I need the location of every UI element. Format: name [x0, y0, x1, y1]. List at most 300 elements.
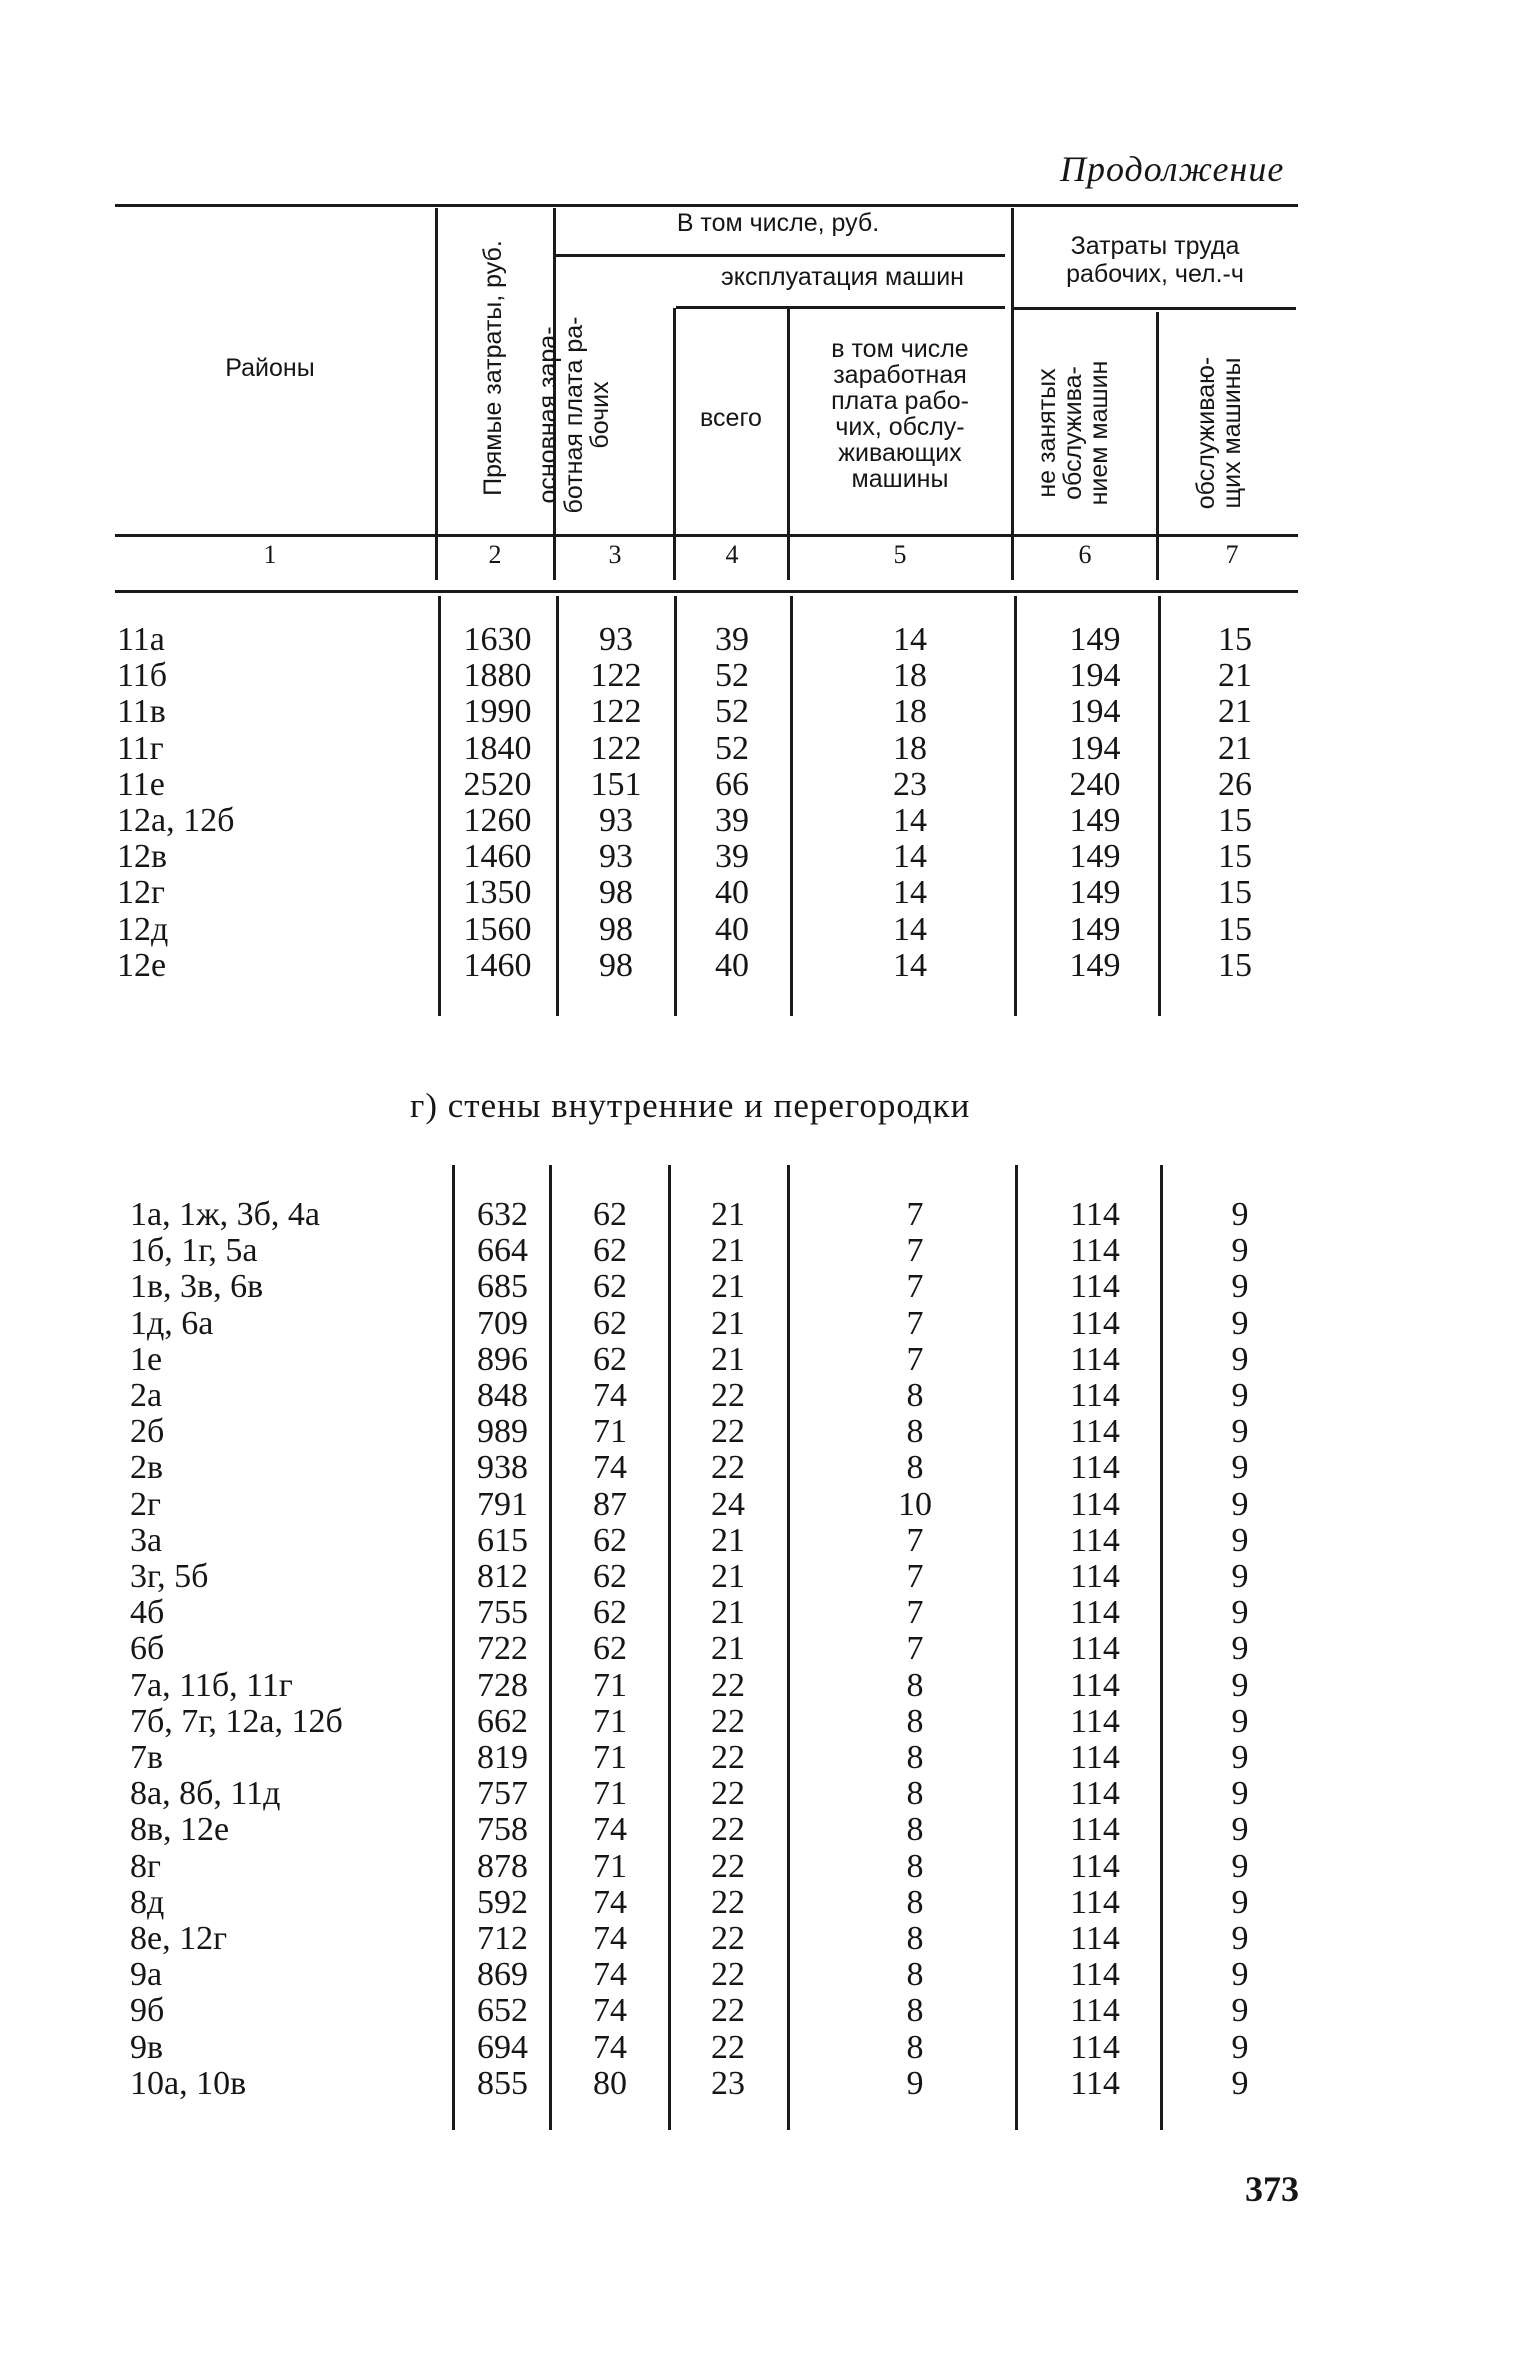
group-rub-rule — [553, 254, 1005, 257]
value-cell-col4: 39 — [715, 621, 749, 658]
value-cell-col2: 1840 — [463, 729, 532, 767]
value-cell-col7: 9 — [1231, 1956, 1249, 1994]
value-cell-col6: 114 — [1070, 1485, 1120, 1523]
value-cell-col2: 869 — [477, 1956, 528, 1994]
header-bottom-rule — [115, 534, 1298, 537]
value-cell-col2: 722 — [477, 1630, 528, 1668]
value-cell-col5: 8 — [906, 1811, 924, 1849]
value-cell-col2: 1460 — [463, 838, 532, 876]
table-row — [0, 948, 1517, 984]
district-cell: 12д — [117, 910, 169, 948]
value-cell-col7: 15 — [1218, 910, 1252, 948]
value-cell-col7: 9 — [1231, 1594, 1249, 1632]
value-cell-col7: 9 — [1231, 2028, 1249, 2066]
value-cell-col3: 71 — [593, 1666, 627, 1704]
value-cell-col7: 9 — [1231, 1992, 1249, 2030]
value-cell-col7: 9 — [1231, 1811, 1249, 1849]
value-cell-col3: 62 — [593, 1196, 627, 1233]
value-cell-col3: 80 — [593, 2064, 627, 2102]
district-cell: 12а, 12б — [117, 802, 235, 839]
value-cell-col2: 989 — [477, 1413, 528, 1451]
value-cell-col7: 9 — [1231, 1847, 1249, 1885]
value-cell-col4: 39 — [715, 802, 749, 839]
district-cell: 1а, 1ж, 3б, 4а — [130, 1196, 320, 1233]
value-cell-col5: 7 — [906, 1630, 924, 1668]
value-cell-col6: 114 — [1070, 1775, 1120, 1813]
value-cell-col7: 9 — [1231, 1558, 1249, 1595]
value-cell-col5: 18 — [893, 729, 927, 767]
value-cell-col3: 62 — [593, 1340, 627, 1378]
value-cell-col6: 240 — [1069, 765, 1121, 803]
value-cell-col2: 1350 — [463, 874, 532, 912]
header-group-machines: эксплуатация машин — [721, 263, 964, 291]
header-col5: в том числе заработная плата рабо- чих, обслу- живающих машины — [831, 335, 969, 493]
value-cell-col7: 9 — [1231, 1702, 1249, 1740]
value-cell-col3: 93 — [599, 838, 633, 876]
value-cell-col7: 9 — [1231, 1883, 1249, 1921]
value-cell-col6: 114 — [1070, 1268, 1120, 1306]
value-cell-col3: 74 — [593, 1811, 627, 1849]
header-col7: обслуживаю- щих машины — [1192, 356, 1246, 510]
value-cell-col6: 114 — [1070, 1232, 1120, 1270]
table-row — [0, 1378, 1517, 1414]
district-cell: 4б — [130, 1594, 165, 1632]
value-cell-col7: 15 — [1218, 838, 1252, 876]
table-row — [0, 694, 1517, 730]
district-cell: 12в — [117, 838, 168, 876]
page-number: 373 — [1245, 2169, 1299, 2209]
table-row — [0, 1631, 1517, 1667]
district-cell: 11в — [117, 693, 166, 731]
header-col6: не занятых обслужива- нием машин — [1033, 360, 1113, 506]
value-cell-col6: 114 — [1070, 1413, 1120, 1451]
colnum-3: 3 — [608, 540, 622, 569]
value-cell-col7: 9 — [1231, 1304, 1249, 1342]
table-row — [0, 1559, 1517, 1595]
value-cell-col4: 22 — [711, 1883, 745, 1921]
value-cell-col5: 8 — [906, 1992, 924, 2030]
header-col1: Районы — [225, 354, 315, 382]
district-cell: 12г — [117, 874, 165, 912]
table-row — [0, 1668, 1517, 1704]
district-cell: 8а, 8б, 11д — [130, 1775, 281, 1813]
value-cell-col4: 21 — [711, 1521, 745, 1559]
value-cell-col4: 21 — [711, 1558, 745, 1595]
table-row — [0, 1342, 1517, 1378]
value-cell-col4: 22 — [711, 1847, 745, 1885]
value-cell-col2: 758 — [477, 1811, 528, 1849]
value-cell-col4: 21 — [711, 1630, 745, 1668]
value-cell-col5: 18 — [893, 693, 927, 731]
group-machines-rule — [676, 306, 1005, 309]
value-cell-col6: 114 — [1070, 1521, 1120, 1559]
value-cell-col4: 52 — [715, 657, 749, 695]
value-cell-col6: 114 — [1070, 1920, 1120, 1957]
value-cell-col3: 122 — [590, 729, 642, 767]
value-cell-col7: 15 — [1218, 946, 1252, 984]
value-cell-col5: 8 — [906, 1847, 924, 1885]
value-cell-col2: 1630 — [463, 621, 532, 658]
header-col3: основная зара- ботная плата ра- бочих — [534, 316, 614, 514]
value-cell-col6: 114 — [1070, 1847, 1120, 1885]
value-cell-col3: 62 — [593, 1521, 627, 1559]
value-cell-col7: 9 — [1231, 1413, 1249, 1451]
value-cell-col4: 24 — [711, 1485, 745, 1523]
value-cell-col6: 194 — [1069, 693, 1121, 731]
value-cell-col3: 98 — [599, 910, 633, 948]
value-cell-col5: 7 — [906, 1196, 924, 1233]
district-cell: 12е — [117, 946, 167, 984]
value-cell-col6: 114 — [1070, 2028, 1120, 2066]
value-cell-col7: 15 — [1218, 874, 1252, 912]
value-cell-col6: 114 — [1070, 1811, 1120, 1849]
table-row — [0, 1450, 1517, 1486]
value-cell-col4: 22 — [711, 1377, 745, 1414]
district-cell: 6б — [130, 1630, 165, 1668]
district-cell: 9в — [130, 2028, 164, 2066]
district-cell: 7б, 7г, 12а, 12б — [130, 1702, 343, 1740]
value-cell-col6: 114 — [1070, 1702, 1120, 1740]
value-cell-col2: 812 — [477, 1558, 528, 1595]
value-cell-col5: 7 — [906, 1558, 924, 1595]
header-group-labor: Затраты труда рабочих, чел.-ч — [1066, 232, 1244, 288]
header-vline-1 — [435, 208, 438, 580]
value-cell-col2: 1560 — [463, 910, 532, 948]
header-col2: Прямые затраты, руб. — [479, 240, 507, 496]
value-cell-col5: 7 — [906, 1521, 924, 1559]
value-cell-col5: 8 — [906, 1883, 924, 1921]
value-cell-col3: 98 — [599, 946, 633, 984]
value-cell-col6: 149 — [1069, 874, 1121, 912]
header-col4: всего — [700, 404, 762, 432]
value-cell-col2: 1260 — [463, 802, 532, 839]
header-vline-6 — [1156, 312, 1159, 580]
value-cell-col2: 1880 — [463, 657, 532, 695]
value-cell-col7: 9 — [1231, 1521, 1249, 1559]
value-cell-col5: 7 — [906, 1340, 924, 1378]
value-cell-col5: 14 — [893, 910, 927, 948]
value-cell-col2: 712 — [477, 1920, 528, 1957]
district-cell: 10а, 10в — [130, 2064, 247, 2102]
value-cell-col4: 21 — [711, 1268, 745, 1306]
district-cell: 2а — [130, 1377, 163, 1414]
district-cell: 8е, 12г — [130, 1920, 228, 1957]
value-cell-col3: 74 — [593, 2028, 627, 2066]
district-cell: 8в, 12е — [130, 1811, 230, 1849]
value-cell-col7: 9 — [1231, 1485, 1249, 1523]
value-cell-col2: 896 — [477, 1340, 528, 1378]
value-cell-col2: 1990 — [463, 693, 532, 731]
value-cell-col6: 114 — [1070, 1449, 1120, 1487]
table-row — [0, 1523, 1517, 1559]
value-cell-col5: 14 — [893, 946, 927, 984]
value-cell-col5: 8 — [906, 1920, 924, 1957]
value-cell-col6: 114 — [1070, 1304, 1120, 1342]
value-cell-col5: 7 — [906, 1304, 924, 1342]
value-cell-col4: 21 — [711, 1196, 745, 1233]
table-row — [0, 1921, 1517, 1957]
colnum-5: 5 — [893, 540, 907, 569]
colnum-4: 4 — [725, 540, 739, 569]
value-cell-col3: 87 — [593, 1485, 627, 1523]
value-cell-col2: 685 — [477, 1268, 528, 1306]
value-cell-col4: 22 — [711, 1702, 745, 1740]
table-row — [0, 1849, 1517, 1885]
value-cell-col5: 7 — [906, 1232, 924, 1270]
value-cell-col2: 848 — [477, 1377, 528, 1414]
continuation-label: Продолжение — [1060, 149, 1285, 189]
value-cell-col3: 93 — [599, 802, 633, 839]
value-cell-col4: 21 — [711, 1232, 745, 1270]
district-cell: 11б — [117, 657, 168, 695]
value-cell-col6: 194 — [1069, 657, 1121, 695]
value-cell-col4: 21 — [711, 1594, 745, 1632]
value-cell-col7: 9 — [1231, 1377, 1249, 1414]
value-cell-col3: 71 — [593, 1413, 627, 1451]
value-cell-col6: 149 — [1069, 802, 1121, 839]
colnum-7: 7 — [1225, 540, 1239, 569]
value-cell-col6: 114 — [1070, 1558, 1120, 1595]
district-cell: 1б, 1г, 5а — [130, 1232, 258, 1270]
group-labor-rule — [1014, 307, 1296, 310]
value-cell-col5: 7 — [906, 1268, 924, 1306]
value-cell-col7: 9 — [1231, 1920, 1249, 1957]
value-cell-col2: 694 — [477, 2028, 528, 2066]
value-cell-col5: 8 — [906, 1739, 924, 1776]
value-cell-col2: 755 — [477, 1594, 528, 1632]
colnum-bottom-rule — [115, 590, 1298, 593]
value-cell-col2: 878 — [477, 1847, 528, 1885]
table-row — [0, 1740, 1517, 1776]
district-cell: 2в — [130, 1449, 164, 1487]
value-cell-col4: 22 — [711, 1956, 745, 1994]
value-cell-col6: 114 — [1070, 1992, 1120, 2030]
value-cell-col6: 114 — [1070, 1956, 1120, 1994]
district-cell: 1в, 3в, 6в — [130, 1268, 264, 1306]
value-cell-col4: 66 — [715, 765, 749, 803]
value-cell-col3: 62 — [593, 1304, 627, 1342]
value-cell-col5: 18 — [893, 657, 927, 695]
value-cell-col3: 122 — [590, 657, 642, 695]
value-cell-col4: 22 — [711, 1775, 745, 1813]
value-cell-col7: 9 — [1231, 1340, 1249, 1378]
value-cell-col4: 21 — [711, 1304, 745, 1342]
value-cell-col7: 9 — [1231, 1449, 1249, 1487]
value-cell-col4: 22 — [711, 1449, 745, 1487]
table-row — [0, 839, 1517, 875]
value-cell-col4: 40 — [715, 874, 749, 912]
table-row — [0, 1595, 1517, 1631]
value-cell-col6: 114 — [1070, 1196, 1120, 1233]
table-row — [0, 1957, 1517, 1993]
value-cell-col3: 74 — [593, 1920, 627, 1957]
value-cell-col4: 22 — [711, 2028, 745, 2066]
value-cell-col5: 14 — [893, 838, 927, 876]
value-cell-col2: 1460 — [463, 946, 532, 984]
value-cell-col2: 662 — [477, 1702, 528, 1740]
section-title: г) стены внутренние и перегородки — [410, 1086, 971, 1125]
value-cell-col4: 22 — [711, 1666, 745, 1704]
value-cell-col5: 7 — [906, 1594, 924, 1632]
district-cell: 1д, 6а — [130, 1304, 214, 1342]
value-cell-col4: 22 — [711, 1992, 745, 2030]
district-cell: 8д — [130, 1883, 165, 1921]
district-cell: 7а, 11б, 11г — [130, 1666, 293, 1704]
value-cell-col4: 22 — [711, 1920, 745, 1957]
district-cell: 1е — [130, 1340, 163, 1378]
value-cell-col2: 709 — [477, 1304, 528, 1342]
value-cell-col4: 39 — [715, 838, 749, 876]
value-cell-col3: 74 — [593, 1992, 627, 2030]
table-row — [0, 1414, 1517, 1450]
value-cell-col6: 114 — [1070, 2064, 1120, 2102]
value-cell-col3: 62 — [593, 1558, 627, 1595]
value-cell-col5: 14 — [893, 621, 927, 658]
value-cell-col2: 938 — [477, 1449, 528, 1487]
table-row — [0, 1993, 1517, 2029]
table-row — [0, 1487, 1517, 1523]
value-cell-col4: 22 — [711, 1739, 745, 1776]
table-row — [0, 1704, 1517, 1740]
value-cell-col3: 71 — [593, 1847, 627, 1885]
district-cell: 11а — [117, 621, 165, 658]
header-top-rule — [115, 204, 1298, 207]
value-cell-col3: 122 — [590, 693, 642, 731]
value-cell-col7: 9 — [1231, 1268, 1249, 1306]
value-cell-col5: 8 — [906, 1413, 924, 1451]
district-cell: 9а — [130, 1956, 163, 1994]
table-row — [0, 803, 1517, 839]
value-cell-col7: 9 — [1231, 1739, 1249, 1776]
value-cell-col2: 855 — [477, 2064, 528, 2102]
value-cell-col3: 62 — [593, 1594, 627, 1632]
value-cell-col3: 71 — [593, 1775, 627, 1813]
value-cell-col4: 52 — [715, 693, 749, 731]
value-cell-col5: 9 — [906, 2064, 924, 2102]
value-cell-col4: 21 — [711, 1340, 745, 1378]
value-cell-col7: 15 — [1218, 621, 1252, 658]
district-cell: 3а — [130, 1521, 163, 1559]
value-cell-col6: 149 — [1069, 910, 1121, 948]
value-cell-col3: 74 — [593, 1449, 627, 1487]
header-group-rub: В том числе, руб. — [676, 209, 880, 237]
table-row — [0, 1269, 1517, 1305]
value-cell-col6: 114 — [1070, 1594, 1120, 1632]
district-cell: 2б — [130, 1413, 165, 1451]
value-cell-col3: 151 — [590, 765, 642, 803]
district-cell: 3г, 5б — [130, 1558, 209, 1595]
value-cell-col3: 93 — [599, 621, 633, 658]
value-cell-col2: 615 — [477, 1521, 528, 1559]
value-cell-col5: 8 — [906, 1666, 924, 1704]
value-cell-col6: 194 — [1069, 729, 1121, 767]
district-cell: 11г — [117, 729, 164, 767]
value-cell-col7: 9 — [1231, 1196, 1249, 1233]
table-row — [0, 1197, 1517, 1233]
value-cell-col3: 74 — [593, 1377, 627, 1414]
table-row — [0, 622, 1517, 658]
district-cell: 11е — [117, 765, 165, 803]
value-cell-col4: 22 — [711, 1811, 745, 1849]
value-cell-col6: 149 — [1069, 621, 1121, 658]
value-cell-col6: 149 — [1069, 838, 1121, 876]
value-cell-col2: 791 — [477, 1485, 528, 1523]
value-cell-col3: 62 — [593, 1630, 627, 1668]
value-cell-col2: 819 — [477, 1739, 528, 1776]
value-cell-col5: 8 — [906, 1377, 924, 1414]
table-row — [0, 658, 1517, 694]
value-cell-col5: 8 — [906, 2028, 924, 2066]
table-row — [0, 875, 1517, 911]
value-cell-col7: 26 — [1218, 765, 1252, 803]
value-cell-col3: 74 — [593, 1883, 627, 1921]
value-cell-col2: 2520 — [463, 765, 532, 803]
value-cell-col4: 22 — [711, 1413, 745, 1451]
table-row — [0, 767, 1517, 803]
value-cell-col3: 74 — [593, 1956, 627, 1994]
district-cell: 2г — [130, 1485, 161, 1523]
value-cell-col4: 40 — [715, 910, 749, 948]
value-cell-col7: 9 — [1231, 1666, 1249, 1704]
value-cell-col5: 14 — [893, 874, 927, 912]
value-cell-col7: 9 — [1231, 2064, 1249, 2102]
value-cell-col4: 40 — [715, 946, 749, 984]
value-cell-col6: 114 — [1070, 1630, 1120, 1668]
value-cell-col5: 8 — [906, 1702, 924, 1740]
colnum-2: 2 — [488, 540, 502, 569]
district-cell: 8г — [130, 1847, 161, 1885]
value-cell-col7: 21 — [1218, 693, 1252, 731]
value-cell-col5: 10 — [898, 1485, 932, 1523]
value-cell-col2: 632 — [477, 1196, 528, 1233]
value-cell-col7: 21 — [1218, 657, 1252, 695]
value-cell-col5: 8 — [906, 1449, 924, 1487]
value-cell-col2: 652 — [477, 1992, 528, 2030]
value-cell-col5: 23 — [893, 765, 927, 803]
district-cell: 9б — [130, 1992, 165, 2030]
value-cell-col6: 114 — [1070, 1883, 1120, 1921]
value-cell-col7: 9 — [1231, 1630, 1249, 1668]
colnum-6: 6 — [1078, 540, 1092, 569]
value-cell-col7: 15 — [1218, 802, 1252, 839]
table-row — [0, 2030, 1517, 2066]
value-cell-col2: 757 — [477, 1775, 528, 1813]
value-cell-col6: 149 — [1069, 946, 1121, 984]
colnum-1: 1 — [263, 540, 277, 569]
value-cell-col6: 114 — [1070, 1340, 1120, 1378]
table-row — [0, 731, 1517, 767]
table-row — [0, 2066, 1517, 2102]
value-cell-col2: 592 — [477, 1883, 528, 1921]
table-row — [0, 1776, 1517, 1812]
value-cell-col3: 62 — [593, 1268, 627, 1306]
value-cell-col7: 21 — [1218, 729, 1252, 767]
table-row — [0, 1306, 1517, 1342]
value-cell-col6: 114 — [1070, 1739, 1120, 1776]
value-cell-col5: 8 — [906, 1956, 924, 1994]
value-cell-col4: 23 — [711, 2064, 745, 2102]
value-cell-col3: 71 — [593, 1702, 627, 1740]
value-cell-col2: 664 — [477, 1232, 528, 1270]
value-cell-col6: 114 — [1070, 1666, 1120, 1704]
value-cell-col5: 8 — [906, 1775, 924, 1813]
table-row — [0, 912, 1517, 948]
value-cell-col7: 9 — [1231, 1775, 1249, 1813]
value-cell-col3: 71 — [593, 1739, 627, 1776]
value-cell-col2: 728 — [477, 1666, 528, 1704]
header-vline-3 — [673, 308, 676, 580]
table-row — [0, 1812, 1517, 1848]
